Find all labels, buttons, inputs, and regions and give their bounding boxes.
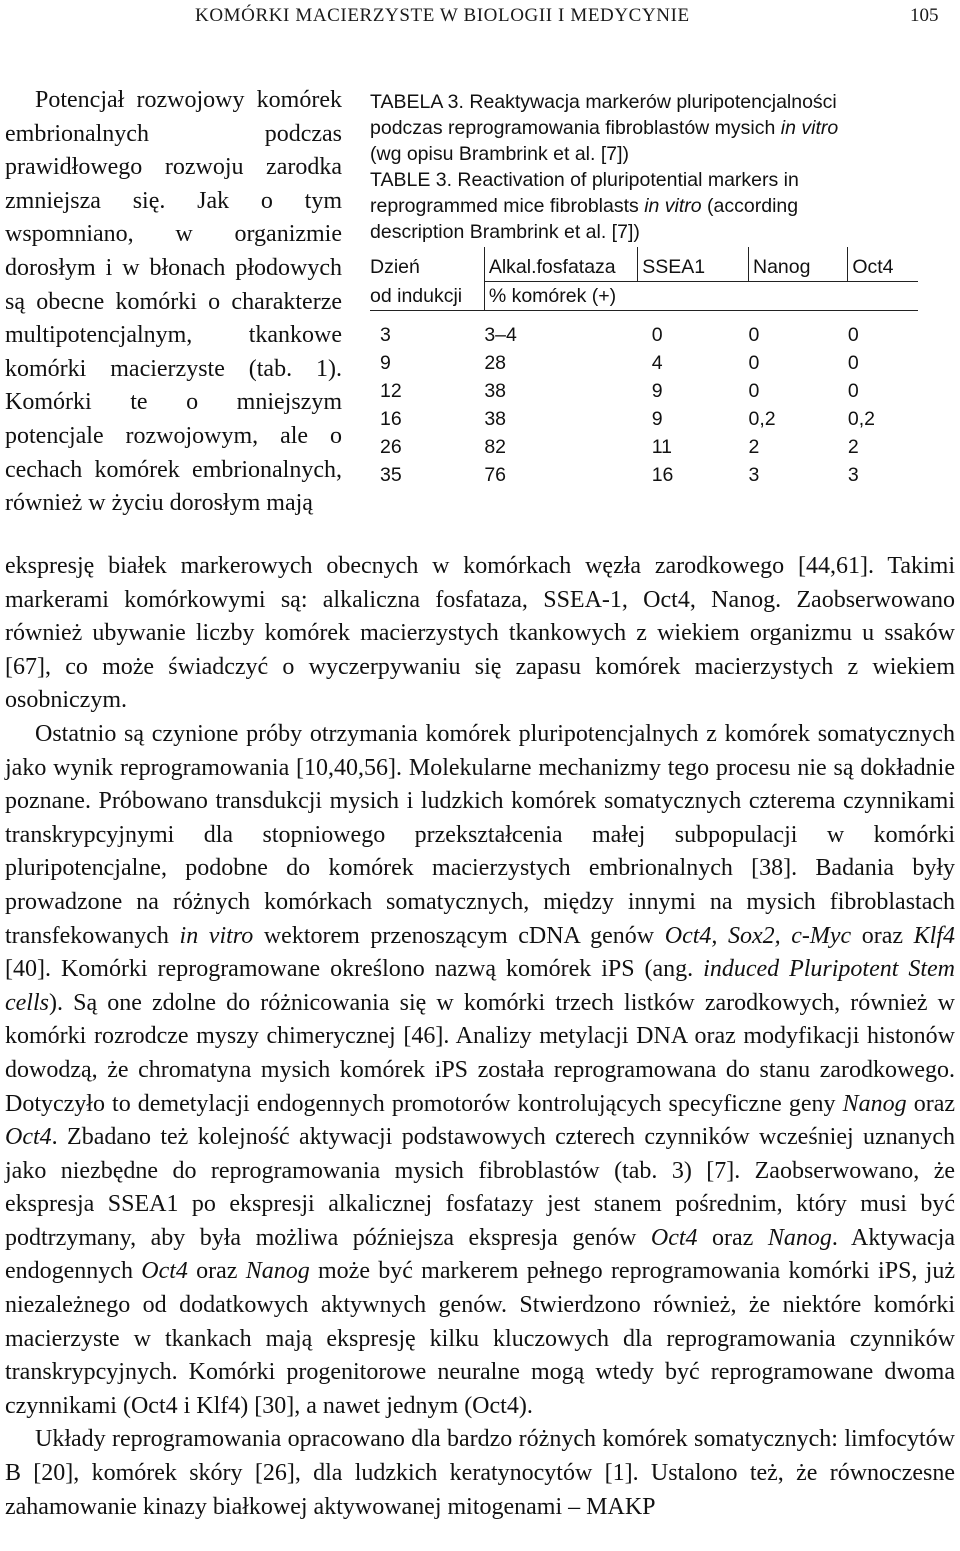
caption-en-text-b: (according — [707, 195, 799, 217]
table-cell: 9 — [651, 408, 663, 430]
table-cell: 9 — [651, 380, 663, 402]
table-cell: 16 — [380, 408, 402, 430]
p2-oct4-3: Oct4 — [141, 1258, 188, 1285]
paragraph-1: ekspresję białek markerowych obecnych w komórkach węzła zarodkowego [44,61]. Takimi markerami komórkowymi są: alkaliczna fosfataza, SSEA-1, Oct4, Nanog. Zaobserwowano również ubywanie liczby komórek macierzystych tkankowych z wiekiem organizmu u ssaków [67], co może świadczyć o wyczerpywaniu się zapasu komórek macierzystych z wiekiem osobniczym. — [5, 553, 955, 714]
table-cell: 11 — [651, 436, 672, 458]
caption-pl-text: podczas reprogramowania fibroblastów mysich — [370, 117, 776, 139]
table-cell: 0 — [847, 352, 859, 374]
table-cell: 0 — [847, 324, 859, 346]
table-cell: 82 — [484, 436, 507, 458]
caption-en-line-3: description Brambrink et al. [7]) — [370, 221, 640, 243]
p2-klf4: Klf4 — [913, 922, 955, 949]
header-alkal: Alkal.fosfataza — [484, 247, 637, 282]
page-number: 105 — [910, 5, 939, 26]
caption-en-line-2 — [370, 193, 930, 219]
p2-nanog-2: Nanog — [767, 1224, 832, 1251]
table-cell: 3 — [748, 464, 760, 486]
paragraph-2 — [5, 718, 955, 1423]
p2-part-g: może być markerem pełnego reprogramowania komórki iPS, już niezależnego od dodatkowych aktywnych genów. Stwierdzono również, że niektóre komórki macierzyste w tkankach mają ekspresję kilku kluczowych dla reprogramowania czynników transkrypcyjnych. Komórki progenitorowe neuralne mogą wtedy być reprogramowane dwoma czynnikami (Oct4 i Klf4) [30], a nawet jednym (Oct4). — [5, 1258, 955, 1419]
p2-oraz-4: oraz — [196, 1258, 238, 1285]
table-cell: 16 — [651, 464, 674, 486]
p2-part-f: . Aktywacja endogennych — [5, 1224, 956, 1285]
table-row — [370, 349, 918, 377]
table-cell: 3–4 — [484, 324, 517, 346]
p2-oraz-1: oraz — [861, 922, 904, 949]
caption-pl-italic: in vitro — [780, 117, 839, 139]
wrapped-paragraph-text: Potencjał rozwojowy komórek embrionalnych podczas prawidłowego rozwoju zarodka zmniejsza się. Jak o tym wspomniano, w organizmie dorosłym i w błonach płodowych są obecne komórki o charakterze multipotencjalnym, tkankowe komórki macierzyste (tab. 1). Komórki te o mniejszym potencjale rozwojowym, ale o cechach komórek embrionalnych, również w życiu dorosłym mają — [5, 87, 342, 517]
table-cell: 4 — [651, 352, 663, 374]
table-caption — [370, 89, 930, 245]
table-subheader-row — [370, 282, 918, 311]
unit-label: % komórek (+) — [484, 282, 918, 311]
caption-en-italic: in vitro — [644, 195, 702, 217]
table-cell: 28 — [484, 352, 507, 374]
p2-oct4-1: Oct4 — [5, 1124, 52, 1151]
header-day: Dzień — [370, 256, 420, 278]
table-cell: 12 — [380, 380, 402, 402]
running-title: KOMÓRKI MACIERZYSTE W BIOLOGII I MEDYCYNIE — [195, 5, 690, 26]
table-cell: 0 — [847, 380, 859, 402]
table-body — [370, 321, 918, 489]
p2-part-b: wektorem przenoszącym cDNA genów — [263, 922, 655, 949]
table-cell: 9 — [380, 352, 391, 374]
table-cell: 38 — [484, 408, 507, 430]
header-oct4: Oct4 — [848, 247, 918, 282]
table-row — [370, 405, 918, 433]
wrapped-paragraph — [5, 84, 342, 521]
caption-pl-line-2 — [370, 115, 930, 141]
header-ssea1: SSEA1 — [638, 247, 749, 282]
table-cell: 0 — [748, 324, 760, 346]
table-cell: 0 — [651, 324, 663, 346]
table-row — [370, 321, 918, 349]
table-cell: 2 — [748, 436, 760, 458]
table-cell: 35 — [380, 464, 402, 486]
table-cell: 0,2 — [748, 408, 776, 430]
caption-en-text-a: reprogrammed mice fibroblasts — [370, 195, 639, 217]
table-cell: 26 — [380, 436, 402, 458]
markers-table — [370, 247, 918, 489]
table-cell: 76 — [484, 464, 507, 486]
paragraph-3: Układy reprogramowania opracowano dla bardzo różnych komórek somatycznych: limfocytów B [20], komórek skóry [26], dla ludzkich keratynocytów [1]. Ustalono też, że równoczesne zahamowanie kinazy białkowej aktywowanej mitogenami – MAKP — [5, 1426, 955, 1520]
p2-ips-full: induced Pluripotent Stem cells — [5, 956, 956, 1016]
header-day-sub: od indukcji — [370, 284, 463, 307]
table-cell: 0 — [748, 352, 760, 374]
p2-part-e: . Zbadano też kolejność aktywacji podstawowych czterech czynników wcześniej uznanych jako niezbędne do reprogramowania mysich fibroblastów (tab. 3) [7]. Zaobserwowano, że ekspresja SSEA1 po ekspresji alkalicznej fosfatazy jest stanem pośrednim, który musi być podtrzymany, aby była możliwa późniejsza ekspresja genów — [5, 1124, 955, 1251]
caption-pl-line-1: TABELA 3. Reaktywacja markerów pluripotencjalności — [370, 91, 837, 113]
caption-pl-line-3: (wg opisu Brambrink et al. [7]) — [370, 143, 630, 165]
table-cell: 3 — [380, 324, 391, 346]
table-cell: 38 — [484, 380, 507, 402]
caption-en-line-1: TABLE 3. Reactivation of pluripotential markers in — [370, 169, 799, 191]
table-cell: 0,2 — [847, 408, 875, 430]
p2-part-d: ). Są one zdolne do różnicowania się w komórki trzech listków zarodkowych, również w komórki rozrodcze myszy chimerycznej [46]. Analizy metylacji DNA oraz modyfikacji histonów dowodzą, że chromatyna mysich komórek iPS została reprogramowana do stanu zarodkowego. Dotyczyło to demetylacji endogennych promotorów kontrolujących specyficzne geny — [5, 989, 955, 1117]
header-nanog: Nanog — [748, 247, 847, 282]
table-separator — [370, 311, 918, 322]
p2-genes: Oct4, Sox2, c-Myc — [664, 922, 852, 949]
p2-in-vitro: in vitro — [179, 922, 254, 949]
p2-oct4-2: Oct4 — [650, 1224, 698, 1251]
table-header-row — [370, 247, 918, 282]
table-cell: 3 — [847, 464, 859, 486]
p2-part-c: [40]. Komórki reprogramowane określono nazwą komórek iPS (ang. — [5, 956, 694, 983]
body-text — [5, 550, 955, 1524]
p2-nanog-3: Nanog — [245, 1258, 310, 1285]
table-3 — [370, 89, 930, 489]
p2-nanog-1: Nanog — [842, 1090, 907, 1117]
running-header — [0, 0, 960, 34]
table-row — [370, 461, 918, 489]
table-row — [370, 377, 918, 405]
p2-oraz-3: oraz — [712, 1224, 754, 1251]
table-cell: 0 — [748, 380, 760, 402]
table-row — [370, 433, 918, 461]
table-cell: 2 — [847, 436, 859, 458]
p2-part-a: Ostatnio są czynione próby otrzymania komórek pluripotencjalnych z komórek somatycznych jako wynik reprogramowania [10,40,56]. Molekularne mechanizmy tego procesu nie są dokładnie poznane. Próbowano transdukcji mysich i ludzkich komórek somatycznych czterema czynnikami transkrypcyjnymi dla stopniowego przekształcenia małej subpopulacji w komórki pluripotencjalne, podobne do komórek macierzystych embrionalnych [38]. Badania były prowadzone na różnych komórkach somatycznych, między innymi na mysich fibroblastach transfekowanych — [5, 720, 955, 949]
p2-oraz-2: oraz — [913, 1090, 956, 1117]
